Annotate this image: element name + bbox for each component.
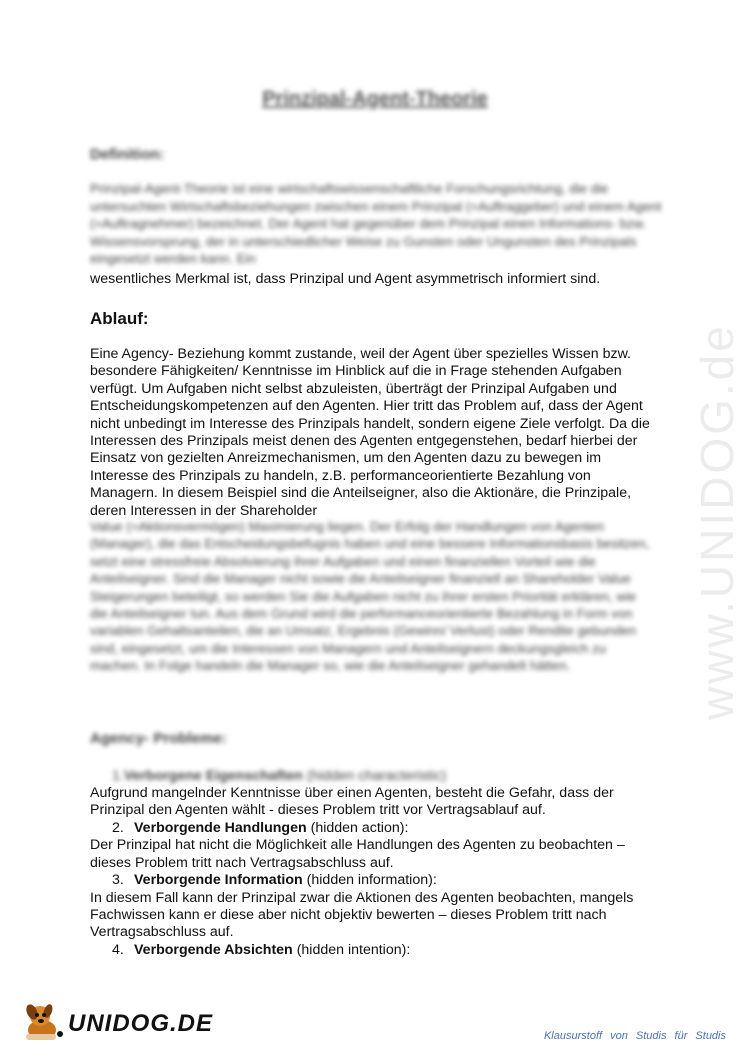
list-item-number: 4. (112, 941, 124, 958)
list-item-2 (90, 820, 652, 872)
page-title: Prinzipal-Agent-Theorie (262, 88, 488, 110)
list-item-body: Der Prinzipal hat nicht die Möglichkeit alle Handlungen des Agenten zu beobachten – dieses Problem tritt nach Vertragsabschluss auf. (90, 837, 625, 871)
list-item-number: 2. (112, 820, 124, 836)
list-item-1-body: Aufgrund mangelnder Kenntnisse über einen Agenten, besteht die Gefahr, dass der Prinzipal den Agenten wählt - dieses Problem tritt vor Vertragsablauf auf. (90, 785, 614, 819)
ablauf-blurred-paragraph: Value (=Aktionsvermögen) Maximierung liegen. Der Erfolg der Handlungen von Agenten (Manager), die das Entscheidungsbefugnis haben und eine bessere Informationsbasis besitzen, setzt eine stressfreie Absolvierung ihrer Aufgaben und einen finanziellen Vorteil wie die Anteilseigner. Sind die Manager nicht sowie die Anteilseigner finanziell an Shareholder Value Steigerungen beteiligt, so werden Sie die Aufgaben nicht zu ihrer ersten Priorität erklären, wie die Anteilseigner tun. Aus dem Grund wird die performanceorientierte Bezahlung in Form von variablen Gehaltsanteilen, die an Umsatz, Ergebnis (Gewinn/ Verlust) oder Rendite gebunden sind, eingesetzt, um die Interessen von Managern und Anteilseignern deckungsgleich zu machen. In Folge handeln die Manager so, wie die Anteilseigner gehandelt hätten. (90, 519, 650, 674)
logo-text: UNIDOG.DE (68, 1010, 214, 1037)
definition-heading: Definition: (90, 146, 165, 163)
ablauf-heading: Ablauf: (90, 309, 149, 328)
agency-probleme-heading: Agency- Probleme: (90, 730, 227, 747)
unidog-logo[interactable] (20, 1000, 214, 1044)
list-item-body: In diesem Fall kann der Prinzipal zwar die Aktionen des Agenten beobachten, mangels Fachwissen kann er diese aber nicht objektiv bewerten – dieses Problem tritt nach Vertragsabschluss auf. (90, 889, 634, 941)
list-item-title: Verborgene Eigenschaften (123, 768, 303, 784)
list-item-subtitle: (hidden intention): (296, 941, 411, 958)
list-item-3 (90, 872, 652, 942)
list-item-4 (112, 942, 652, 959)
list-item-number: 3. (112, 872, 124, 889)
footer-slogan: Klausurstoff von Studis für Studis (543, 1030, 726, 1042)
watermark: www.UNIDOG.de (691, 323, 743, 720)
list-item-subtitle: (hidden action): (310, 820, 409, 836)
list-item-1-heading (112, 768, 446, 785)
list-item-title: Verborgende Information (134, 872, 303, 889)
list-item-subtitle: (hidden characteristic) (306, 768, 447, 784)
dog-mascot-icon (20, 1000, 68, 1044)
list-item-title: Verborgende Absichten (134, 941, 293, 958)
ablauf-paragraph: Eine Agency- Beziehung kommt zustande, weil der Agent über spezielles Wissen bzw. besondere Fähigkeiten/ Kenntnisse im Hinblick auf die in Frage stehenden Aufgaben verfügt. Um Aufgaben nicht selbst abzuleisten, überträgt der Prinzipal Aufgaben und Entscheidungskompetenzen auf den Agenten. Hier tritt das Problem auf, dass der Agent nicht unbedingt im Interesse des Prinzipals handelt, sondern eigene Ziele verfolgt. Da die Interessen des Prinzipals meist denen des Agenten entgegenstehen, bedarf hierbei der Einsatz von gezielten Anreizmechanismen, um den Agenten dazu zu bewegen im Interesse des Prinzipals zu handeln, z.B. performanceorientierte Bezahlung von Managern. In diesem Beispiel sind die Anteilseigner, also die Aktionäre, die Prinzipale, deren Interessen in der Shareholder (90, 346, 650, 519)
list-rest (90, 820, 652, 959)
definition-blurred-text: Prinzipal-Agent-Theorie ist eine wirtschaftswissenschaftliche Forschungsrichtung, die die untersuchten Wirtschaftsbeziehungen zwischen einem Prinzipal (=Auftraggeber) und einem Agent (=Auftragnehmer) bezeichnet. Der Agent hat gegenüber dem Prinzipal einen Informations- bzw. Wissensvorsprung, der in unterschiedlicher Weise zu Gunsten oder Ungunsten des Prinzipals eingesetzt werden kann. Ein (90, 181, 662, 267)
list-item-subtitle: (hidden information): (306, 872, 437, 889)
definition-last-line: wesentliches Merkmal ist, dass Prinzipal und Agent asymmetrisch informiert sind. (90, 271, 601, 287)
list-item-number: 1. (112, 768, 124, 784)
list-item-title: Verborgende Handlungen (134, 820, 307, 836)
